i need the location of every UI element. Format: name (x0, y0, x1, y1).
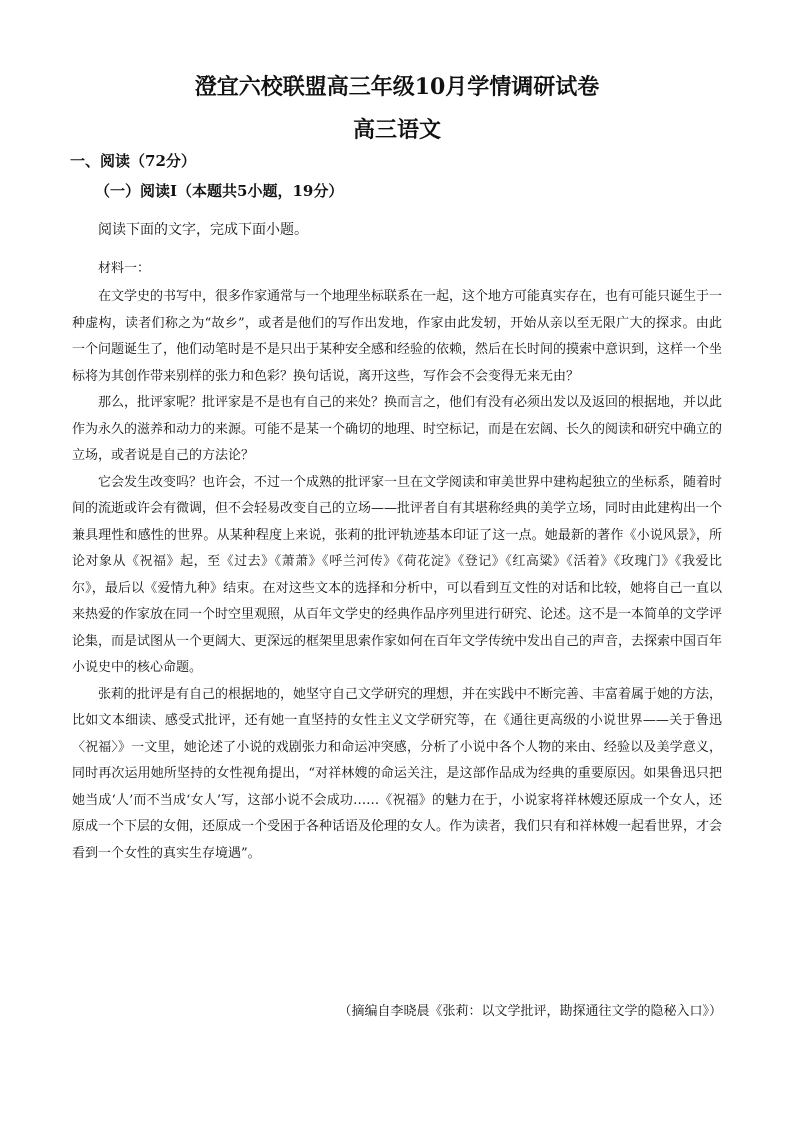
passage-paragraph: 那么，批评家呢？批评家是不是也有自己的来处？换而言之，他们有没有必须出发以及返回的根据地，并以此作为永久的滋养和动力的来源。可能不是某一个确切的地理、时空标记，而是在宏阔、长久的阅读和研究中确立的立场，或者说是自己的方法论？ (72, 395, 723, 463)
passage-paragraph: 它会发生改变吗？也许会，不过一个成熟的批评家一旦在文学阅读和审美世界中建构起独立的坐标系，随着时间的流逝或许会有微调，但不会轻易改变自己的立场——批评者自有其堪称经典的美学立场，同时由此建构出一个兼具理性和感性的世界。从某种程度上来说，张莉的批评轨迹基本印证了这一点。她最新的著作《小说风景》，所论对象从《祝福》起，至《过去》《萧萧》《呼兰河传》《荷花淀》《登记》《红高粱》《活着》《玫瑰门》《我爱比尔》，最后以《爱情九种》结束。在对这些文本的选择和分析中，可以看到互文性的对话和比较，她将自己一直以来热爱的作家放在同一个时空里观照，从百年文学史的经典作品序列里进行研究、论述。这不是一本简单的文学评论集，而是试图从一个更阔大、更深远的框架里思索作家如何在百年文学传统中发出自己的声音，去探索中国百年小说史中的核心命题。 (72, 474, 723, 675)
reading-instruction: 阅读下面的文字，完成下面小题。 (98, 222, 308, 238)
passage-citation: （摘编自李晓晨《张莉：以文学批评，勘探通往文学的隐秘入口》） (338, 1004, 722, 1019)
subsection-heading: （一）阅读Ⅰ（本题共5小题，19分） (95, 182, 344, 200)
section-heading: 一、阅读（72分） (70, 152, 196, 170)
passage-paragraph: 张莉的批评是有自己的根据地的，她坚守自己文学研究的理想，并在实践中不断完善、丰富着属于她的方法，比如文本细读、感受式批评，还有她一直坚持的女性主义文学研究等，在《通往更高级的小说世界——关于鲁迅〈祝福〉》一文里，她论述了小说的戏剧张力和命运冲突感，分析了小说中各个人物的来由、经验以及美学意义，同时再次运用她所坚持的女性视角提出，“对祥林嫂的命运关注，是这部作品成为经典的重要原因。如果鲁迅只把她当成‘人’而不当成‘女人’写，这部小说不会成功……《祝福》的魅力在于，小说家将祥林嫂还原成一个女人，还原成一个下层的女佣，还原成一个受困于各种话语及伦理的女人。作为读者，我们只有和祥林嫂一起看世界，才会看到一个女性的真实生存境遇”。 (72, 686, 723, 861)
material-label: 材料一： (98, 261, 151, 276)
subject-title: 高三语文 (352, 117, 441, 143)
exam-title: 澄宜六校联盟高三年级10月学情调研试卷 (194, 74, 600, 100)
reading-passage (72, 284, 722, 867)
passage-paragraph: 在文学史的书写中，很多作家通常与一个地理坐标联系在一起，这个地方可能真实存在，也有可能只诞生于一种虚构，读者们称之为“故乡”，或者是他们的写作出发地，作家由此发轫，开始从亲以至无限广大的探求。由此一个问题诞生了，他们动笔时是不是只出于某种安全感和经验的依赖，然后在长时间的摸索中意识到，这样一个坐标将为其创作带来别样的张力和色彩？换句话说，离开这些，写作会不会变得无来无由？ (72, 289, 723, 384)
